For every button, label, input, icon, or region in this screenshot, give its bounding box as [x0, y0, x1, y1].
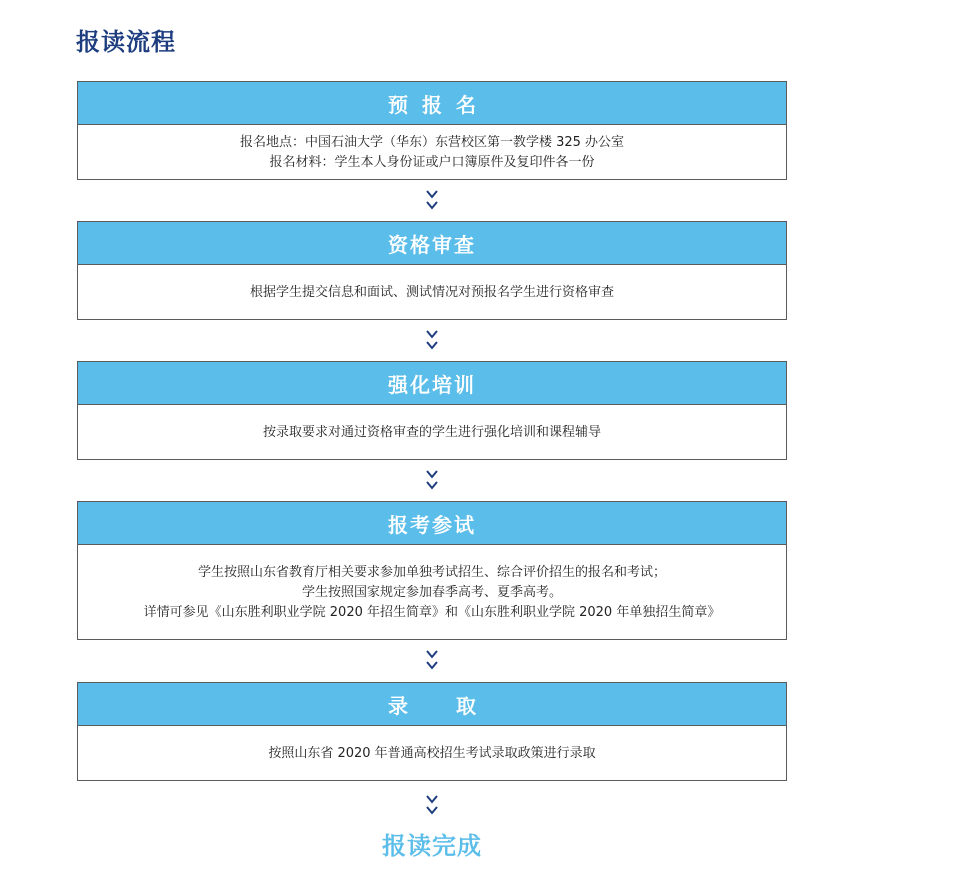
step-exam-application	[77, 501, 787, 640]
chevron-down-icon	[424, 793, 440, 819]
step-line: 报名地点：中国石油大学（华东）东营校区第一教学楼 325 办公室	[239, 134, 625, 150]
step-header	[78, 82, 786, 125]
step-line: 学生按照国家规定参加春季高考、夏季高考。	[301, 584, 562, 600]
step-line: 根据学生提交信息和面试、测试情况对预报名学生进行资格审查	[249, 284, 614, 300]
step-header	[78, 362, 786, 405]
step-body	[78, 545, 786, 640]
step-body	[78, 125, 786, 180]
step-qualification-review	[77, 221, 787, 320]
step-line: 详情可参见《山东胜利职业学院 2020 年招生简章》和《山东胜利职业学院 2020 年单独招生简章》	[143, 604, 721, 620]
step-intensive-training	[77, 361, 787, 460]
step-title: 报考参试	[388, 512, 476, 537]
step-header	[78, 502, 786, 545]
step-body	[78, 405, 786, 460]
step-line: 按照山东省 2020 年普通高校招生考试录取政策进行录取	[268, 745, 596, 761]
step-pre-registration	[77, 81, 787, 180]
final-step-label: 报读完成	[382, 832, 482, 860]
step-title: 强化培训	[388, 372, 476, 397]
step-body	[78, 265, 786, 320]
chevron-down-icon	[424, 468, 440, 494]
step-header	[78, 222, 786, 265]
step-line: 学生按照山东省教育厅相关要求参加单独考试招生、综合评价招生的报名和考试；	[197, 564, 666, 580]
page-title: 报读流程	[76, 28, 176, 56]
step-title: 资格审查	[388, 232, 476, 257]
chevron-down-icon	[424, 648, 440, 674]
step-admission	[77, 682, 787, 781]
step-header	[78, 683, 786, 726]
step-title: 预报名	[388, 92, 490, 117]
step-title: 录取	[388, 693, 524, 718]
step-line: 报名材料：学生本人身份证或户口簿原件及复印件各一份	[269, 154, 595, 170]
step-line: 按录取要求对通过资格审查的学生进行强化培训和课程辅导	[262, 424, 601, 440]
step-body	[78, 726, 786, 781]
chevron-down-icon	[424, 328, 440, 354]
chevron-down-icon	[424, 188, 440, 214]
